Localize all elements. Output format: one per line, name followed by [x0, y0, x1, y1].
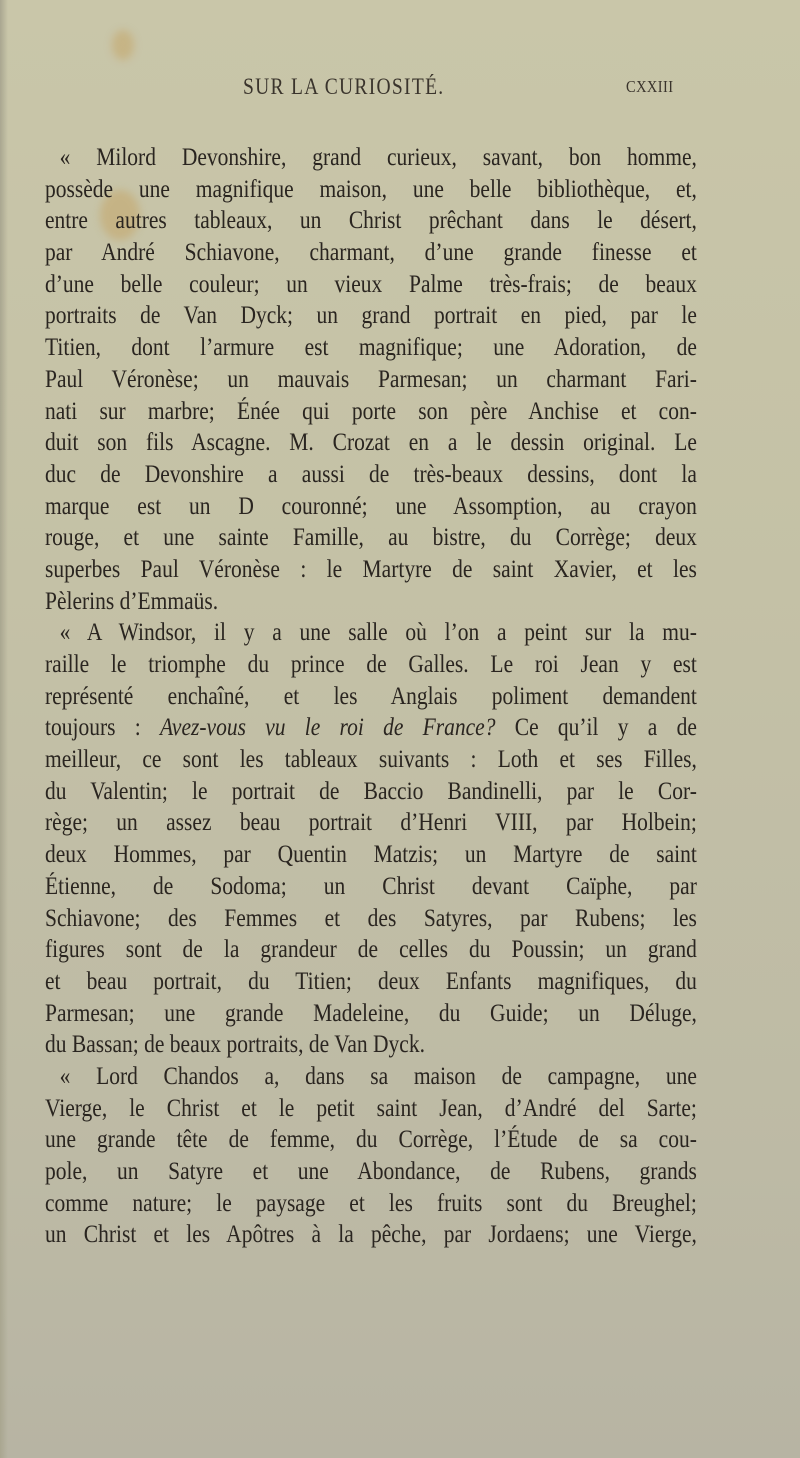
- text-line: raille le triomphe du prince de Galles. Le roi Jean y est: [45, 651, 697, 678]
- text-line: représenté enchaîné, et les Anglais poliment demandent: [45, 682, 697, 710]
- text-line: nati sur marbre; Énée qui porte son père Anchise et con-: [45, 397, 697, 425]
- text-line: par André Schiavone, charmant, d’une grande finesse et: [45, 239, 697, 267]
- text-line: possède une magnifique maison, une belle bibliothèque, et,: [45, 175, 697, 203]
- text-line: Titien, dont l’armure est magnifique; une Adoration, de: [45, 334, 697, 362]
- text-span: toujours :: [45, 714, 160, 742]
- text-line: « Lord Chandos a, dans sa maison de campagne, une: [59, 1062, 697, 1090]
- text-line: duc de Devonshire a aussi de très-beaux dessins, dont la: [45, 460, 697, 488]
- text-line: une grande tête de femme, du Corrège, l’Étude de sa cou-: [45, 1126, 697, 1154]
- page-edge-shadow: [0, 0, 8, 1458]
- text-line: comme nature; le paysage et les fruits sont du Breughel;: [45, 1189, 697, 1217]
- text-line: portraits de Van Dyck; un grand portrait en pied, par le: [45, 302, 697, 330]
- text-line: entre autres tableaux, un Christ prêchant dans le désert,: [45, 207, 697, 235]
- text-line: Étienne, de Sodoma; un Christ devant Caïphe, par: [45, 872, 697, 900]
- text-line: rège; un assez beau portrait d’Henri VIII, par Holbein;: [45, 809, 697, 837]
- italic-quote: Avez-vous vu le roi de France?: [159, 714, 496, 742]
- text-line: Schiavone; des Femmes et des Satyres, par Rubens; les: [45, 904, 697, 932]
- text-line: superbes Paul Véronèse : le Martyre de saint Xavier, et les: [45, 555, 697, 583]
- text-line: d’une belle couleur; un vieux Palme très-frais; de beaux: [45, 270, 697, 298]
- page-number: CXXIII: [626, 77, 674, 96]
- text-line: Vierge, le Christ et le petit saint Jean, d’André del Sarte;: [45, 1094, 697, 1122]
- foxing-stain: [112, 30, 134, 60]
- text-line: rouge, et une sainte Famille, au bistre, du Corrège; deux: [45, 524, 697, 552]
- text-line: marque est un D couronné; une Assomption, au crayon: [45, 492, 697, 520]
- text-span: Ce qu’il y a de: [495, 714, 697, 742]
- running-head: SUR LA CURIOSITÉ.: [243, 74, 445, 99]
- text-line: duit son fils Ascagne. M. Crozat en a le dessin original. Le: [45, 429, 697, 457]
- text-line: pole, un Satyre et une Abondance, de Rubens, grands: [45, 1158, 697, 1185]
- text-line: du Bassan; de beaux portraits, de Van Dyck.: [45, 1031, 425, 1059]
- text-line: « A Windsor, il y a une salle où l’on a peint sur la mu-: [59, 619, 697, 647]
- text-line: [45, 712, 697, 744]
- page-header: [0, 72, 800, 102]
- text-line: figures sont de la grandeur de celles du Poussin; un grand: [45, 936, 697, 964]
- text-line: Pèlerins d’Emmaüs.: [45, 587, 219, 615]
- text-line: du Valentin; le portrait de Baccio Bandinelli, par le Cor-: [45, 777, 697, 805]
- text-line: et beau portrait, du Titien; deux Enfants magnifiques, du: [45, 967, 697, 995]
- text-line: « Milord Devonshire, grand curieux, savant, bon homme,: [59, 144, 697, 171]
- text-line: un Christ et les Apôtres à la pêche, par Jordaens; une Vierge,: [45, 1221, 697, 1249]
- text-line: Paul Véronèse; un mauvais Parmesan; un charmant Fari-: [45, 365, 697, 393]
- text-line: Parmesan; une grande Madeleine, du Guide; un Déluge,: [45, 999, 697, 1027]
- body-text: [45, 142, 697, 1251]
- text-line: deux Hommes, par Quentin Matzis; un Martyre de saint: [45, 841, 697, 869]
- text-line: meilleur, ce sont les tableaux suivants : Loth et ses Filles,: [45, 746, 697, 774]
